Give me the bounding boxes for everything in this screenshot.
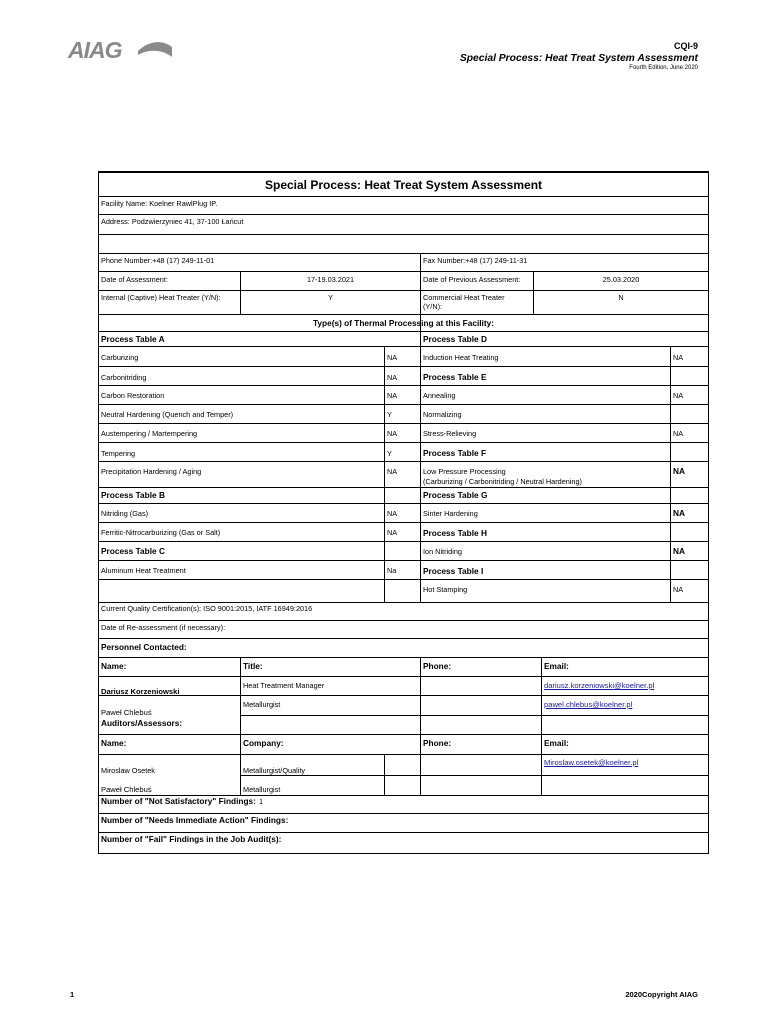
date-of-assessment-value: 17-19.03.2021 bbox=[306, 275, 355, 284]
process-carbonitriding-value: NA bbox=[387, 373, 398, 382]
process-neutral-hardening: Neutral Hardening (Quench and Temper) bbox=[101, 410, 234, 419]
address: Address: Podzwierzyniec 41, 37-100 Łańcut bbox=[101, 217, 244, 226]
process-nitriding: Nitriding (Gas) bbox=[101, 509, 149, 518]
process-table-h-heading: Process Table H bbox=[423, 528, 487, 538]
auditor-email-link[interactable]: Miroslaw.osetek@koelner.pl bbox=[544, 758, 639, 767]
process-aluminum-value: Na bbox=[387, 566, 397, 575]
process-precipitation-hardening-value: NA bbox=[387, 467, 398, 476]
process-carburizing: Carburizing bbox=[101, 353, 139, 362]
date-of-assessment-label: Date of Assessment: bbox=[101, 275, 168, 284]
process-ion-nitriding: Ion Nitriding bbox=[423, 547, 462, 556]
auditor-name: Paweł Chlebuś bbox=[101, 785, 152, 794]
date-of-reassessment: Date of Re-assessment (if necessary): bbox=[101, 623, 226, 632]
internal-heat-treater-value: Y bbox=[328, 293, 333, 302]
personnel-title: Heat Treatment Manager bbox=[243, 681, 325, 690]
form-title: Special Process: Heat Treat System Assessment bbox=[264, 178, 543, 192]
process-austempering-value: NA bbox=[387, 429, 398, 438]
personnel-email-link[interactable]: dariusz.korzeniowski@koelner.pl bbox=[544, 681, 655, 690]
commercial-heat-treater-label: Commercial Heat Treater bbox=[423, 293, 505, 302]
personnel-name: Dariusz Korzeniowski bbox=[101, 687, 180, 696]
process-ferritic-nitrocarburizing: Ferritic-Nitrocarburizing (Gas or Salt) bbox=[101, 528, 221, 537]
process-tempering: Tempering bbox=[101, 449, 136, 458]
auditor-company: Metallurgist bbox=[243, 785, 281, 794]
auditors-col-phone: Phone: bbox=[423, 738, 452, 748]
personnel-col-title: Title: bbox=[243, 661, 263, 671]
process-table-f-heading: Process Table F bbox=[423, 448, 487, 458]
process-stress-relieving-value: NA bbox=[673, 429, 684, 438]
process-tempering-value: Y bbox=[387, 449, 392, 458]
process-carburizing-value: NA bbox=[387, 353, 398, 362]
process-ion-nitriding-value: NA bbox=[673, 546, 685, 556]
auditors-col-email: Email: bbox=[544, 738, 569, 748]
process-carbon-restoration-value: NA bbox=[387, 391, 398, 400]
facility-name: Facility Name: Koelner RawlPlug IP. bbox=[101, 199, 218, 208]
date-of-previous-assessment-label: Date of Previous Assessment: bbox=[423, 275, 521, 284]
process-sinter-hardening-value: NA bbox=[673, 508, 685, 518]
phone-number: Phone Number:+48 (17) 249-11-01 bbox=[101, 256, 215, 265]
process-table-g-heading: Process Table G bbox=[423, 490, 488, 500]
commercial-heat-treater-label-yn: (Y/N): bbox=[423, 302, 443, 311]
process-normalizing: Normalizing bbox=[423, 410, 462, 419]
process-annealing: Annealing bbox=[423, 391, 456, 400]
page-number: 1 bbox=[70, 990, 75, 999]
process-nitriding-value: NA bbox=[387, 509, 398, 518]
personnel-contacted-heading: Personnel Contacted: bbox=[101, 642, 187, 652]
process-induction-value: NA bbox=[673, 353, 684, 362]
process-precipitation-hardening: Precipitation Hardening / Aging bbox=[101, 467, 202, 476]
process-low-pressure-value: NA bbox=[673, 466, 685, 476]
process-table-b-heading: Process Table B bbox=[101, 490, 165, 500]
not-satisfactory-findings-value: 1 bbox=[259, 797, 264, 806]
process-table-c-heading: Process Table C bbox=[101, 546, 165, 556]
aiag-swoosh-icon bbox=[136, 39, 174, 61]
document-title: Special Process: Heat Treat System Assessment bbox=[459, 53, 698, 64]
process-stress-relieving: Stress-Relieving bbox=[423, 429, 477, 438]
fax-number: Fax Number:+48 (17) 249-11-31 bbox=[423, 256, 528, 265]
personnel-col-phone: Phone: bbox=[423, 661, 452, 671]
personnel-name: Paweł Chlebuś bbox=[101, 708, 152, 717]
process-neutral-hardening-value: Y bbox=[387, 410, 392, 419]
process-aluminum: Aluminum Heat Treatment bbox=[101, 566, 186, 575]
process-ferritic-nitrocarburizing-value: NA bbox=[387, 528, 398, 537]
process-table-d-heading: Process Table D bbox=[423, 334, 487, 344]
quality-certification: Current Quality Certification(s): ISO 9001:2015, IATF 16949:2016 bbox=[101, 604, 313, 613]
process-annealing-value: NA bbox=[673, 391, 684, 400]
process-hot-stamping: Hot Stamping bbox=[423, 585, 468, 594]
internal-heat-treater-label: Internal (Captive) Heat Treater (Y/N): bbox=[101, 293, 221, 302]
process-low-pressure-detail: (Carburizing / Carbonitriding / Neutral Hardening) bbox=[423, 477, 582, 486]
personnel-email-link[interactable]: pawel.chlebus@koelner.pl bbox=[544, 700, 633, 709]
document-code: CQI-9 bbox=[673, 41, 698, 51]
process-table-a-heading: Process Table A bbox=[101, 334, 165, 344]
process-carbon-restoration: Carbon Restoration bbox=[101, 391, 165, 400]
personnel-title: Metallurgist bbox=[243, 700, 281, 709]
process-sinter-hardening: Sinter Hardening bbox=[423, 509, 478, 518]
personnel-col-email: Email: bbox=[544, 661, 569, 671]
not-satisfactory-findings-label: Number of "Not Satisfactory" Findings: bbox=[101, 796, 256, 806]
auditor-company: Metallurgist/Quality bbox=[243, 766, 306, 775]
process-low-pressure: Low Pressure Processing bbox=[423, 467, 506, 476]
copyright: 2020Copyright AIAG bbox=[625, 990, 698, 999]
personnel-col-name: Name: bbox=[101, 661, 127, 671]
auditors-col-name: Name: bbox=[101, 738, 127, 748]
auditors-col-company: Company: bbox=[243, 738, 284, 748]
process-table-e-heading: Process Table E bbox=[423, 372, 487, 382]
auditor-name: Miroslaw Osetek bbox=[101, 766, 155, 775]
commercial-heat-treater-value: N bbox=[618, 293, 624, 302]
process-hot-stamping-value: NA bbox=[673, 585, 684, 594]
aiag-logo bbox=[68, 38, 122, 62]
aiag-logo-text: AIAG bbox=[68, 37, 122, 63]
process-carbonitriding: Carbonitriding bbox=[101, 373, 147, 382]
process-table-i-heading: Process Table I bbox=[423, 566, 484, 576]
auditors-heading: Auditors/Assessors: bbox=[101, 718, 183, 728]
process-induction: Induction Heat Treating bbox=[423, 353, 499, 362]
process-austempering: Austempering / Martempering bbox=[101, 429, 198, 438]
date-of-previous-assessment-value: 25.03.2020 bbox=[602, 275, 640, 284]
fail-findings-label: Number of "Fail" Findings in the Job Audit(s): bbox=[101, 834, 282, 844]
thermal-processing-heading: Type(s) of Thermal Processing at this Facility: bbox=[312, 318, 495, 328]
edition-text: Fourth Edition, June 2020 bbox=[629, 65, 698, 71]
immediate-action-findings-label: Number of "Needs Immediate Action" Findings: bbox=[101, 815, 289, 825]
